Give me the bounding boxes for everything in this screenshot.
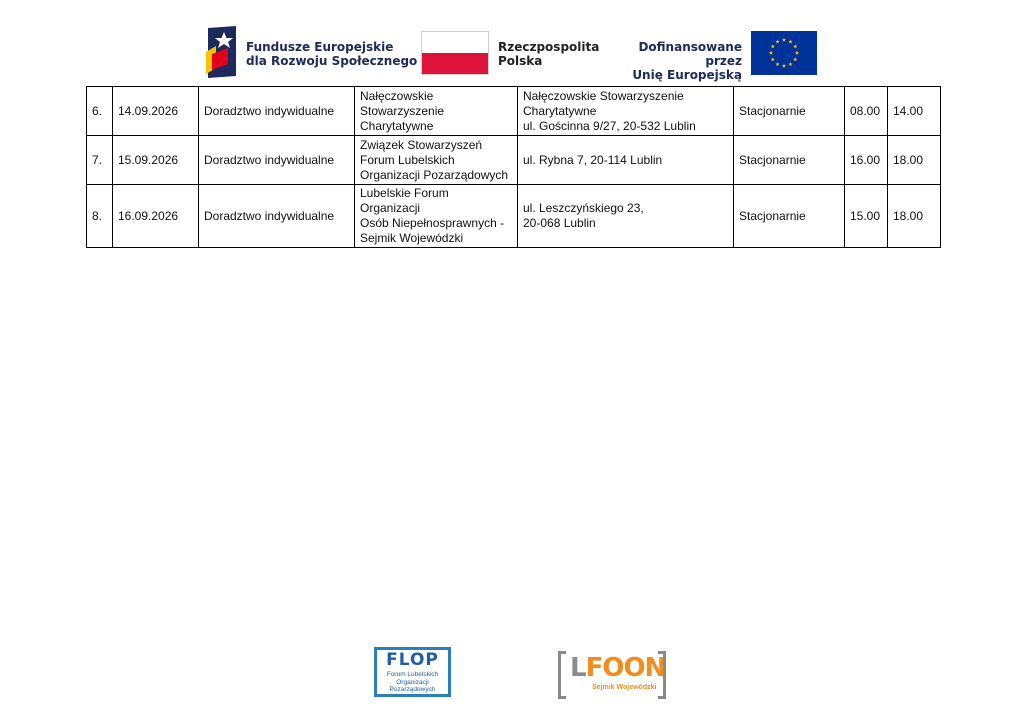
organizer-line: Osób Niepełnosprawnych - xyxy=(360,216,505,230)
rp-logo-text xyxy=(498,40,599,68)
address-line: ul. Leszczyńskiego 23, xyxy=(523,201,644,215)
cell-start-time: 16.00 xyxy=(845,136,888,185)
lfoon-logo-subtitle: Sejmik Wojewódzki xyxy=(592,684,657,691)
bracket-right-icon xyxy=(658,651,666,699)
cell-date: 16.09.2026 xyxy=(113,185,199,248)
address-line: ul. Gościnna 9/27, 20-532 Lublin xyxy=(523,118,696,133)
address-line: ul. Rybna 7, 20-114 Lublin xyxy=(523,152,663,167)
bracket-left-icon xyxy=(558,651,566,699)
fe-logo-text xyxy=(246,40,417,68)
table-row xyxy=(87,87,941,136)
cell-organizer xyxy=(355,87,518,136)
cell-date: 14.09.2026 xyxy=(113,87,199,136)
organizer-line: Związek Stowarzyszeń xyxy=(360,137,483,152)
cell-mode: Stacjonarnie xyxy=(734,136,845,185)
cell-start-time: 15.00 xyxy=(845,185,888,248)
eu-logo-line: Dofinansowane przez xyxy=(638,40,742,68)
cell-mode: Stacjonarnie xyxy=(734,87,845,136)
cell-organizer xyxy=(355,185,518,248)
cell-type: Doradztwo indywidualne xyxy=(199,136,355,185)
cell-no: 7. xyxy=(87,136,113,185)
cell-organizer xyxy=(355,136,518,185)
cell-type: Doradztwo indywidualne xyxy=(199,185,355,248)
cell-start-time: 08.00 xyxy=(845,87,888,136)
fe-logo-icon xyxy=(204,24,238,78)
cell-type: Doradztwo indywidualne xyxy=(199,87,355,136)
organizer-line: Sejmik Wojewódzki xyxy=(360,231,464,245)
organizer-line: Lubelskie Forum Organizacji xyxy=(360,186,449,215)
organizer-line: Nałęczowskie xyxy=(360,88,434,103)
lfoon-logo xyxy=(558,651,666,701)
cell-no: 6. xyxy=(87,87,113,136)
rp-logo-line: Polska xyxy=(498,54,543,68)
eu-logo-line: Unię Europejską xyxy=(632,68,742,82)
cell-address xyxy=(518,185,734,248)
cell-end-time: 14.00 xyxy=(888,87,941,136)
eu-flag-icon xyxy=(751,31,817,75)
organizer-line: Charytatywne xyxy=(360,118,434,133)
eu-logo-text xyxy=(614,40,742,82)
address-line: Nałęczowskie Stowarzyszenie xyxy=(523,88,684,103)
flop-logo-line: Pozarządowych xyxy=(389,686,436,693)
lfoon-logo-word: LFOON xyxy=(570,653,666,683)
fe-logo-line: Fundusze Europejskie xyxy=(246,40,394,54)
flop-logo-line: Forum Lubelskich xyxy=(386,671,439,678)
cell-mode: Stacjonarnie xyxy=(734,185,845,248)
flop-logo-title: FLOP xyxy=(386,650,439,670)
flop-logo-subtitle xyxy=(380,671,445,694)
cell-end-time: 18.00 xyxy=(888,185,941,248)
cell-address xyxy=(518,136,734,185)
table-row xyxy=(87,185,941,248)
cell-date: 15.09.2026 xyxy=(113,136,199,185)
cell-no: 8. xyxy=(87,185,113,248)
table-row xyxy=(87,136,941,185)
organizer-line: Forum Lubelskich xyxy=(360,152,455,167)
rp-logo-line: Rzeczpospolita xyxy=(498,40,600,54)
organizer-line: Stowarzyszenie xyxy=(360,103,445,118)
flop-logo-line: Organizacji xyxy=(396,678,429,686)
address-line: 20-068 Lublin xyxy=(523,216,596,230)
organizer-line: Organizacji Pozarządowych xyxy=(360,167,509,182)
cell-address xyxy=(518,87,734,136)
address-line: Charytatywne xyxy=(523,103,597,118)
flop-logo xyxy=(374,647,451,697)
header-logos xyxy=(0,22,1024,82)
cell-end-time: 18.00 xyxy=(888,136,941,185)
polish-flag-icon xyxy=(421,31,489,75)
schedule-table xyxy=(86,86,941,248)
fe-logo-line: dla Rozwoju Społecznego xyxy=(246,54,418,68)
